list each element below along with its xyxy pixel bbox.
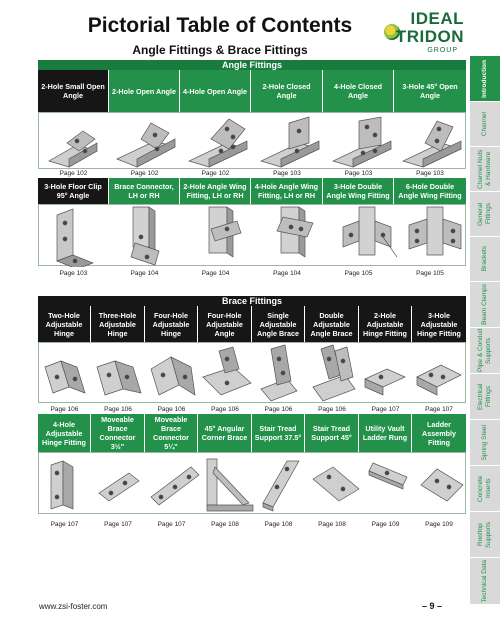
tab-electrical[interactable] [470, 374, 500, 420]
tab-spring-steel[interactable] [470, 420, 500, 466]
tab-label: Rooftop Supports [477, 521, 492, 548]
product-header: Stair Tread Support 37.5° [252, 414, 305, 452]
brace-row1-images [38, 342, 466, 403]
brace-row2-images [38, 452, 466, 514]
product-header: 4-Hole Closed Angle [323, 70, 394, 112]
footer-url[interactable]: www.zsi-foster.com [39, 602, 108, 611]
six-hole-double-angle-wing-image [409, 207, 461, 255]
brace-connector-image [131, 207, 159, 265]
logo-line-2: TRIDON [395, 27, 464, 46]
tab-label: Concrete Inserts [477, 475, 492, 502]
three-hole-hinge-image [97, 361, 141, 395]
page-ref[interactable]: Page 106 [104, 406, 132, 413]
page-ref[interactable]: Page 107 [371, 406, 400, 413]
floor-clip-image [57, 209, 93, 267]
page-ref[interactable]: Page 109 [371, 521, 400, 528]
product-header: Ladder Assembly Fitting [412, 414, 466, 452]
angle-row2-images [38, 204, 466, 266]
four-hole-angle-wing-image [277, 207, 313, 257]
page-ref[interactable]: Page 103 [273, 170, 301, 177]
tab-rooftop[interactable] [470, 512, 500, 558]
product-header: 2-Hole Closed Angle [251, 70, 323, 112]
page-ref[interactable]: Page 107 [50, 521, 79, 528]
tab-label: Channel [481, 111, 488, 137]
page-ref[interactable]: Page 103 [59, 270, 88, 277]
four-hole-open-angle-image [189, 119, 247, 167]
forty-five-open-angle-image [403, 121, 461, 167]
two-hole-hinge-fitting-image [365, 369, 405, 395]
product-header: 4-Hole Angle Wing Fitting, LH or RH [251, 178, 323, 204]
product-header: Four-Hole Adjustable Angle [198, 306, 252, 342]
page-ref[interactable]: Page 106 [157, 406, 186, 413]
product-header: Four-Hole Adjustable Hinge [145, 306, 198, 342]
product-header: 3-Hole Adjustable Hinge Fitting [412, 306, 466, 342]
page-ref[interactable]: Page 102 [130, 170, 159, 177]
logo-group: GROUP [427, 47, 458, 54]
page-ref[interactable]: Page 106 [264, 406, 293, 413]
tab-brackets[interactable] [470, 237, 500, 282]
product-header: Two-Hole Adjustable Hinge [38, 306, 91, 342]
product-header: 4-Hole Adjustable Hinge Fitting [38, 414, 91, 452]
page-ref[interactable]: Page 107 [425, 406, 453, 413]
page-ref[interactable]: Page 102 [59, 170, 88, 177]
page-ref[interactable]: Page 104 [273, 270, 301, 277]
open-angle-image [117, 123, 175, 167]
page-ref[interactable]: Page 104 [201, 270, 230, 277]
product-header: Moveable Brace Connector 3½" [91, 414, 145, 452]
tab-general-fittings[interactable] [470, 192, 500, 237]
three-hole-hinge-fitting-image [417, 365, 461, 395]
angle-fittings-heading: Angle Fittings [38, 60, 466, 70]
stair-tread-45-image [313, 467, 359, 501]
tab-channel[interactable] [470, 102, 500, 147]
page-ref[interactable]: Page 109 [425, 521, 453, 528]
page-ref[interactable]: Page 107 [104, 521, 132, 528]
tab-label: Technical Data [481, 559, 488, 603]
moveable-brace-5-25-image [151, 467, 199, 505]
page-ref[interactable]: Page 108 [264, 521, 293, 528]
product-header: 3-Hole Double Angle Wing Fitting [323, 178, 394, 204]
double-adjustable-brace-image [313, 345, 355, 401]
ideal-tridon-logo [384, 10, 464, 62]
footer-page-number: – 9 – [422, 601, 443, 611]
page-ref[interactable]: Page 103 [344, 170, 373, 177]
angle-row1-images [38, 112, 466, 169]
tab-channel-nuts[interactable] [470, 147, 500, 192]
page-ref[interactable]: Page 108 [318, 521, 346, 528]
page-ref[interactable]: Page 103 [416, 170, 444, 177]
page-subtitle: Angle Fittings & Brace Fittings [132, 43, 308, 57]
stair-tread-37-image [263, 461, 299, 511]
tab-label: Introduction [481, 59, 488, 98]
four-hole-adjustable-angle-image [203, 347, 251, 395]
single-adjustable-brace-image [261, 345, 297, 401]
tab-label: Spring Steel [481, 424, 488, 461]
product-header: Brace Connector, LH or RH [109, 178, 180, 204]
angular-corner-brace-image [207, 459, 253, 511]
product-header: Three-Hole Adjustable Hinge [91, 306, 145, 342]
page-ref[interactable]: Page 107 [157, 521, 186, 528]
double-angle-wing-image [343, 207, 397, 257]
tab-technical-data[interactable] [470, 558, 500, 604]
brace-fittings-heading: Brace Fittings [38, 296, 466, 306]
tab-label: Electrical Fittings [477, 383, 492, 410]
tab-label: Pipe & Conduit Supports [477, 328, 492, 373]
four-hole-hinge-fitting-image [51, 461, 73, 509]
product-header: Single Adjustable Angle Brace [252, 306, 305, 342]
product-header: 2-Hole Small Open Angle [38, 70, 109, 112]
page-ref[interactable]: Page 102 [201, 170, 230, 177]
tab-label: General Fittings [477, 202, 492, 226]
product-header: 2-Hole Angle Wing Fitting, LH or RH [180, 178, 251, 204]
tab-label: Brackets [481, 246, 488, 272]
product-header: 45° Angular Corner Brace [198, 414, 252, 452]
product-header: Stair Tread Support 45° [305, 414, 359, 452]
four-hole-hinge-image [151, 357, 195, 395]
tab-beam-clamps[interactable] [470, 282, 500, 328]
product-header: Utility Vault Ladder Rung [359, 414, 412, 452]
two-hole-hinge-image [45, 361, 85, 393]
product-header: 6-Hole Double Angle Wing Fitting [394, 178, 466, 204]
product-header: 2-Hole Adjustable Hinge Fitting [359, 306, 412, 342]
page-ref[interactable]: Page 106 [211, 406, 239, 413]
product-header: 4-Hole Open Angle [180, 70, 251, 112]
page-title: Pictorial Table of Contents [87, 14, 353, 37]
page-ref[interactable]: Page 106 [50, 406, 79, 413]
page-ref[interactable]: Page 105 [416, 270, 444, 277]
closed-angle-image [261, 117, 319, 167]
product-header: 2-Hole Open Angle [109, 70, 180, 112]
tab-concrete-inserts[interactable] [470, 466, 500, 512]
tab-label: Beam Clamps [481, 284, 488, 325]
product-header: 3-Hole 45° Open Angle [394, 70, 466, 112]
page-ref[interactable]: Page 106 [318, 406, 346, 413]
angle-wing-image [209, 207, 241, 257]
page-ref[interactable]: Page 108 [211, 521, 239, 528]
page-ref[interactable]: Page 104 [130, 270, 159, 277]
tab-label: Channel Nuts & Hardware [477, 149, 492, 189]
page-ref[interactable]: Page 105 [344, 270, 373, 277]
product-header: Moveable Brace Connector 5¼" [145, 414, 198, 452]
ladder-rung-image [369, 463, 407, 489]
section-sidebar [470, 56, 500, 604]
logo-line-1: IDEAL [410, 9, 464, 28]
product-header: Double Adjustable Angle Brace [305, 306, 359, 342]
four-hole-closed-angle-image [333, 117, 391, 167]
ladder-assembly-image [421, 469, 463, 501]
product-header: 3-Hole Floor Clip 95° Angle [38, 178, 109, 204]
small-open-angle-image [49, 131, 97, 167]
moveable-brace-3-5-image [99, 473, 139, 501]
tab-pipe-conduit[interactable] [470, 328, 500, 374]
tab-introduction[interactable] [470, 56, 500, 102]
